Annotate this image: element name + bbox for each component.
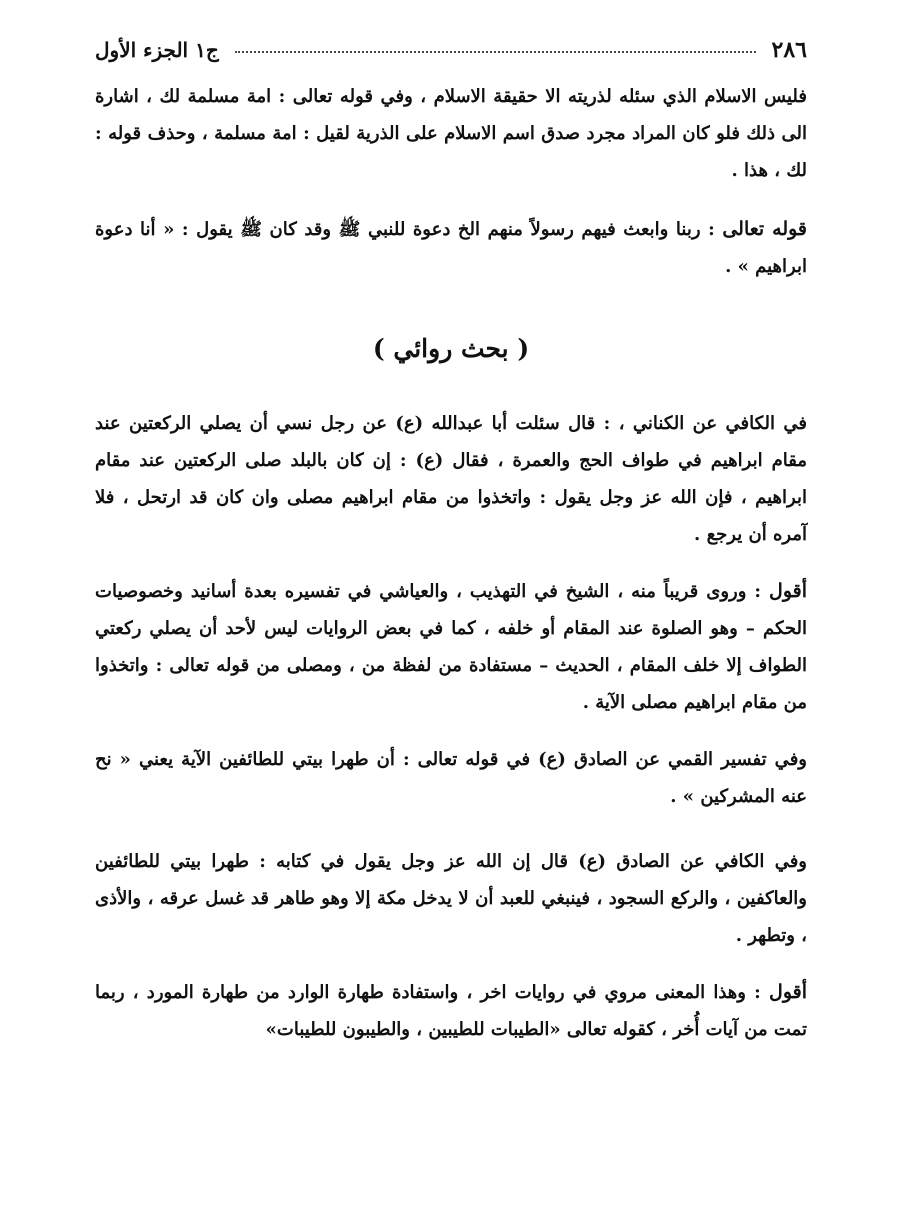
paragraph-5: وفي تفسير القمي عن الصادق (ع) في قوله تعالى : أن طهرا بيتي للطائفين الآية يعني « نح عنه المشركين » . — [95, 749, 807, 807]
page-header — [95, 28, 807, 72]
running-head: ج١ الجزء الأول — [95, 38, 219, 62]
paragraph-3: في الكافي عن الكناني ، : قال سئلت أبا عبدالله (ع) عن رجل نسي أن يصلي الركعتين عند مقام ابراهيم في طواف الحج والعمرة ، فقال (ع) : إن كان بالبلد صلى الركعتين عند مقام ابراهيم ، فإن الله عز وجل يقول : واتخذوا من مقام ابراهيم مصلى وان كان قد ارتحل ، فلا آمره أن يرجع . — [95, 413, 807, 545]
paragraph-4 — [95, 573, 807, 721]
header-dotted-rule — [235, 51, 756, 53]
paragraph-2-body: : ربنا وابعث فيهم رسولاً منهم الخ دعوة للنبي ﷺ وقد كان ﷺ يقول : « أنا دعوة ابراهيم » . — [95, 219, 807, 277]
section-heading: ( بحث روائي ) — [372, 334, 530, 363]
paragraph-2-lead: قوله تعالى — [722, 218, 808, 240]
document-page — [95, 28, 807, 1188]
paragraph-1: فليس الاسلام الذي سئله لذريته الا حقيقة الاسلام ، وفي قوله تعالى : امة مسلمة لك ، اشارة الى ذلك فلو كان المراد مجرد صدق اسم الاسلام على الذرية لقيل : امة مسلمة ، وحذف قوله : لك ، هذا . — [95, 86, 807, 181]
paragraph-6: وفي الكافي عن الصادق (ع) قال إن الله عز وجل يقول في كتابه : طهرا بيتي للطائفين والعاكفين ، والركع السجود ، فينبغي للعبد أن لا يدخل مكة إلا وهو طاهر قد غسل عرقه ، والأذى ، وتطهر . — [95, 851, 807, 946]
paragraph-2 — [95, 211, 807, 285]
paragraph-4-lead: أقول — [769, 580, 807, 602]
paragraph-7 — [95, 974, 807, 1048]
page-number: ٢٨٦ — [771, 37, 807, 63]
paragraph-7-lead: أقول — [769, 981, 807, 1003]
paragraph-7-body: : وهذا المعنى مروي في روايات اخر ، واستفادة طهارة الوارد من طهارة المورد ، ربما تمت من آيات أُخر ، كقوله تعالى «الطيبات للطيبين ، والطيبون للطيبات» — [95, 982, 807, 1040]
paragraph-4-body: : وروى قريباً منه ، الشيخ في التهذيب ، والعياشي في تفسيره بعدة أسانيد وخصوصيات الحكم – وهو الصلوة عند المقام أو خلفه ، كما في بعض الروايات ليس لأحد أن يصلي ركعتي الطواف إلا خلف المقام ، الحديث – مستفادة من لفظة من ، ومصلى من قوله تعالى : واتخذوا من مقام ابراهيم مصلى الآية . — [95, 581, 807, 713]
